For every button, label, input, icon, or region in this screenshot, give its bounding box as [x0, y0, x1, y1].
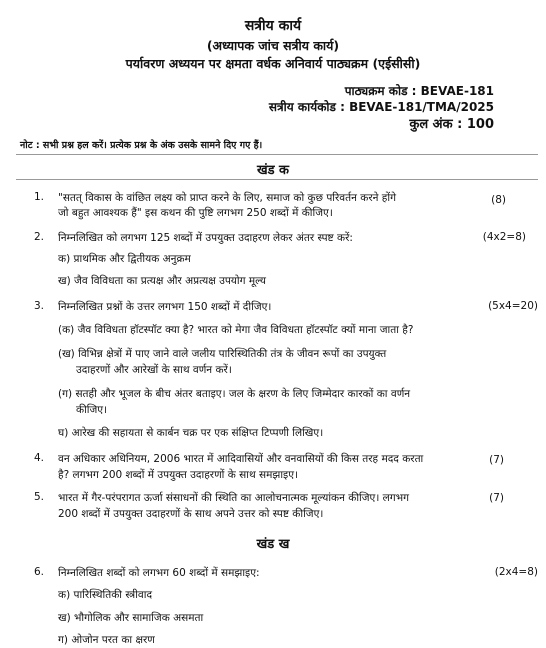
- total-marks: कुल अंक : 100: [409, 117, 494, 132]
- question-part: उदाहरणों और आरेखों के साथ वर्णन करें।: [76, 364, 232, 376]
- question-part: (क) जैव विविधता हॉटस्पॉट क्या है? भारत को मेगा जैव विविधता हॉटस्पॉट क्यों माना जाता है?: [58, 324, 414, 336]
- question-part: ख) भौगोलिक और सामाजिक असमता: [58, 612, 204, 624]
- question-number: 3.: [34, 300, 45, 312]
- question-marks: (7): [489, 492, 504, 504]
- question-part: ग) ओजोन परत का क्षरण: [58, 634, 155, 646]
- question-text: वन अधिकार अधिनियम, 2006 भारत में आदिवासियों और वनवासियों की किस तरह मदद करता: [58, 453, 424, 465]
- page-title: सत्रीय कार्य: [244, 18, 302, 34]
- question-part: क) प्राथमिक और द्वितीयक अनुक्रम: [58, 253, 191, 265]
- section-a-heading: खंड क: [256, 163, 290, 178]
- question-number: 5.: [34, 491, 45, 503]
- question-text: भारत में गैर-परंपरागत ऊर्जा संसाधनों की स्थिति का आलोचनात्मक मूल्यांकन कीजिए। लगभग: [58, 492, 410, 504]
- question-number: 1.: [34, 191, 45, 203]
- question-text: निम्नलिखित प्रश्नों के उत्तर लगभग 150 शब्दों में दीजिए।: [58, 301, 272, 313]
- question-number: 2.: [34, 231, 45, 243]
- question-part: घ) आरेख की सहायता से कार्बन चक्र पर एक संक्षिप्त टिप्पणी लिखिए।: [58, 427, 324, 439]
- question-marks: (7): [489, 454, 504, 466]
- question-marks: (8): [491, 194, 506, 206]
- question-marks: (4x2=8): [482, 231, 526, 243]
- question-marks: (2x4=8): [494, 566, 538, 578]
- question-number: 4.: [34, 452, 45, 464]
- question-part: क) पारिस्थितिकी स्त्रीवाद: [58, 589, 153, 601]
- question-part: (ग) सतही और भूजल के बीच अंतर बताइए। जल के क्षरण के लिए जिम्मेदार कारकों का वर्णन: [58, 388, 411, 400]
- assignment-code: सत्रीय कार्यकोड : BEVAE-181/TMA/2025: [268, 100, 494, 114]
- divider: [16, 154, 538, 155]
- question-text: 200 शब्दों में उपयुक्त उदाहरणों के साथ अपने उत्तर को स्पष्ट कीजिए।: [58, 508, 324, 520]
- question-text: जो बहुत आवश्यक हैं" इस कथन की पुष्टि लगभग 250 शब्दों में कीजिए।: [58, 207, 333, 219]
- question-part: ख) जैव विविधता का प्रत्यक्ष और अप्रत्यक्ष उपयोग मूल्य: [58, 275, 267, 287]
- course-title: पर्यावरण अध्ययन पर क्षमता वर्धक अनिवार्य पाठ्यक्रम (एईसीसी): [125, 56, 421, 71]
- question-text: है? लगभग 200 शब्दों में उपयुक्त उदाहरणों के साथ समझाइए।: [58, 469, 298, 481]
- instructions-note: नोट : सभी प्रश्न हल करें। प्रत्येक प्रश्न के अंक उसके सामने दिए गए हैं।: [20, 140, 263, 151]
- question-part: कीजिए।: [76, 404, 108, 416]
- question-text: "सतत् विकास के वांछित लक्ष्य को प्राप्त करने के लिए, समाज को कुछ परिवर्तन करने होंगे: [58, 192, 397, 204]
- section-b-heading: खंड ख: [256, 537, 290, 552]
- course-code: पाठ्यक्रम कोड : BEVAE-181: [344, 84, 494, 98]
- question-marks: (5x4=20): [488, 300, 538, 312]
- page-subtitle: (अध्यापक जांच सत्रीय कार्य): [206, 38, 340, 53]
- question-text: निम्नलिखित को लगभग 125 शब्दों में उपयुक्त उदाहरण लेकर अंतर स्पष्ट करें:: [58, 232, 353, 244]
- question-text: निम्नलिखित शब्दों को लगभग 60 शब्दों में समझाइए:: [58, 567, 260, 579]
- question-number: 6.: [34, 566, 45, 578]
- divider: [16, 179, 538, 180]
- question-part: (ख) विभिन्न क्षेत्रों में पाए जाने वाले जलीय पारिस्थितिकी तंत्र के जीवन रूपों का उपयुक्त: [58, 348, 387, 360]
